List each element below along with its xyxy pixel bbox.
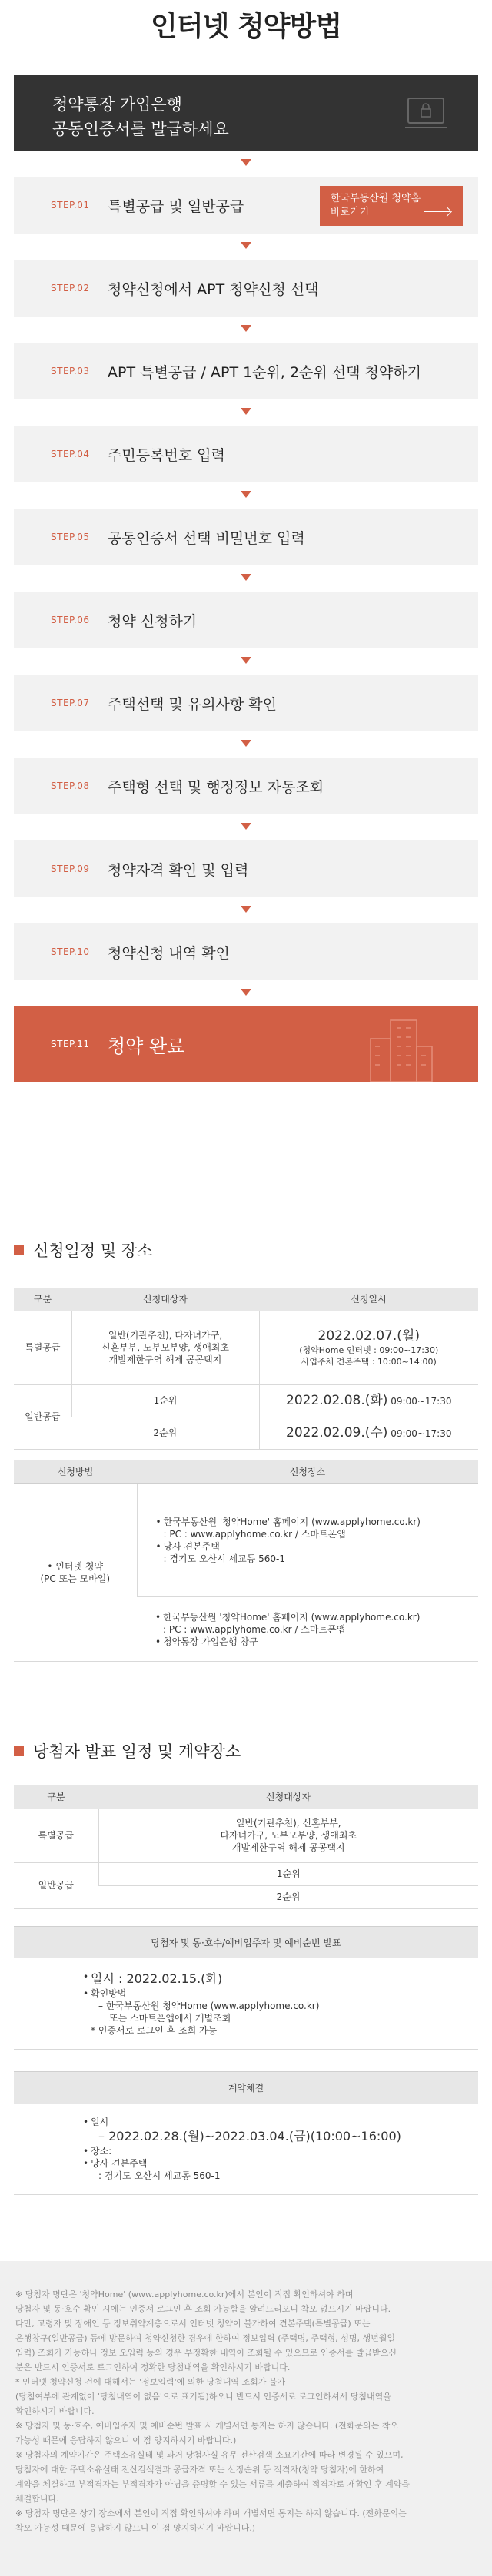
step-number: STEP.09 — [51, 864, 90, 874]
target-line: 다자녀가구, 노부모부양, 생애최초 — [220, 1830, 357, 1841]
place-item: • 한국부동산원 '청약Home' 홈페이지 (www.applyhome.co.kr) : PC : www.applyhome.co.kr / 스마트폰앱 — [156, 1516, 479, 1540]
note-line: 착오 가능성 때문에 응답하지 않으니 이 점 양지하시기 바랍니다.) — [15, 2523, 256, 2533]
announcement-table — [14, 1785, 478, 1909]
step-2 — [14, 260, 478, 317]
square-bullet-icon — [14, 1746, 24, 1756]
link-button-line-2: 바로가기 — [331, 207, 370, 218]
target-line: 신혼부부, 노부모부양, 생애최초 — [101, 1342, 229, 1353]
down-arrow-icon — [14, 980, 478, 1006]
note-line: ※ 당첨자 명단은 상기 장소에서 본인이 직접 확인하셔야 하며 개별서면 통지는 하지 않습니다. (전화문의는 — [15, 2508, 407, 2518]
note-line: 당첨자 및 동·호수 확인 시에는 인증서 로그인 후 조회 가능함을 알려드리오니 착오 없으시기 바랍니다. — [15, 2304, 391, 2314]
step-number: STEP.10 — [51, 947, 90, 957]
step-text: 청약자격 확인 및 입력 — [108, 861, 249, 879]
step-number: STEP.06 — [51, 615, 90, 625]
place-cell — [137, 1484, 478, 1597]
section-heading — [14, 1739, 478, 1762]
page-title: 인터넷 청약방법 — [151, 11, 341, 42]
table-row — [14, 1809, 478, 1862]
block-heading: 당첨자 및 동·호수/예비입주자 및 예비순번 발표 — [14, 1926, 478, 1958]
row-label: 일반공급 — [14, 1384, 71, 1449]
step-number: STEP.07 — [51, 698, 90, 708]
table-header: 신청일시 — [259, 1288, 478, 1311]
step-11 — [14, 1006, 478, 1082]
down-arrow-icon — [14, 648, 478, 675]
down-arrow-icon — [14, 317, 478, 343]
time-value: 사업주체 견본주택 : 10:00~14:00) — [301, 1357, 437, 1367]
table-row — [14, 1484, 478, 1597]
place-item: • 한국부동산원 '청약Home' 홈페이지 (www.applyhome.co.kr) : PC : www.applyhome.co.kr / 스마트폰앱 — [155, 1611, 478, 1636]
row-label: 일반공급 — [14, 1862, 98, 1908]
schedule-section — [14, 1238, 478, 1662]
time-value: 09:00~17:30 — [391, 1396, 452, 1407]
step-text: 청약 완료 — [108, 1035, 185, 1057]
step-7 — [14, 675, 478, 731]
rank-cell: 1순위 — [71, 1384, 259, 1417]
time-value: (청약Home 인터넷 : 09:00~17:30) — [299, 1345, 439, 1355]
step-text: 청약 신청하기 — [108, 612, 198, 630]
method-label: • 인터넷 청약 — [47, 1560, 104, 1572]
down-arrow-icon — [14, 814, 478, 840]
step-text: 주택선택 및 유의사항 확인 — [108, 695, 278, 713]
announce-note: * 인증서로 로그인 후 조회 가능 — [91, 2024, 218, 2036]
note-line: ※ 당첨자의 계약기간은 주택소유실태 및 과거 당첨사실 유무 전산검색 소요기간에 따라 변경될 수 있으며, — [15, 2450, 404, 2460]
row-label: 특별공급 — [14, 1809, 98, 1862]
note-line: 체결합니다. — [15, 2494, 59, 2504]
notes-box — [0, 2261, 492, 2576]
note-line: 계약을 체결하고 부적격자는 부적격자가 아님을 증명할 수 있는 서류를 제출하여 적격자로 재확인 후 계약을 — [15, 2479, 410, 2489]
contract-place-label: • 장소: — [83, 2145, 478, 2157]
table-row — [14, 1417, 478, 1449]
link-button-line-1: 한국부동산원 청약홈 — [331, 193, 421, 204]
note-line: 분은 반드시 인증서로 로그인하여 정확한 당첨내역을 확인하시기 바랍니다. — [15, 2362, 291, 2372]
target-line: 개발제한구역 해제 공공택지 — [231, 1842, 345, 1853]
section-heading — [14, 1238, 478, 1261]
date-value: 2022.02.07.(월) — [317, 1328, 420, 1344]
hero-banner — [14, 75, 478, 151]
date-value: 2022.02.09.(수) — [286, 1425, 388, 1441]
announce-block — [14, 1926, 478, 2050]
place-cell — [137, 1597, 478, 1662]
step-number: STEP.11 — [51, 1039, 90, 1049]
block-body — [14, 1958, 478, 2050]
target-line: 일반(기관추천), 다자녀가구, — [108, 1330, 223, 1341]
block-body — [14, 2104, 478, 2195]
note-line: 가능성 때문에 응답하지 않으니 이 점 양지하시기 바랍니다.) — [15, 2435, 237, 2445]
announce-method-line: – 한국부동산원 청약Home (www.applyhome.co.kr) — [98, 2000, 320, 2011]
step-10 — [14, 923, 478, 980]
section-title: 신청일정 및 장소 — [33, 1242, 153, 1260]
table-header: 신청대상자 — [98, 1785, 478, 1809]
place-item: • 당사 견본주택 : 경기도 오산시 세교동 560-1 — [156, 1540, 479, 1565]
announce-method: • 확인방법 — [83, 1988, 478, 2000]
contract-block — [14, 2071, 478, 2195]
special-targets — [98, 1809, 478, 1862]
block-heading: 계약체결 — [14, 2071, 478, 2104]
note-line: * 인터넷 청약신청 건에 대해서는 '정보입력'에 의한 당첨내역 조회가 불가 — [15, 2377, 286, 2387]
step-6 — [14, 592, 478, 648]
step-number: STEP.03 — [51, 366, 90, 376]
special-targets — [71, 1311, 259, 1384]
contract-date-label: • 일시 — [83, 2116, 478, 2128]
step-number: STEP.01 — [51, 200, 90, 211]
step-text: APT 특별공급 / APT 1순위, 2순위 선택 청약하기 — [108, 363, 421, 381]
note-line: 다만, 고령자 및 장애인 등 정보취약계층으로서 인터넷 청약이 불가하여 견본주택(특별공급) 또는 — [15, 2319, 371, 2329]
target-line: 일반(기관추천), 신혼부부, — [235, 1818, 341, 1828]
step-4 — [14, 426, 478, 482]
down-arrow-icon — [14, 234, 478, 260]
table-header: 신청방법 — [14, 1460, 137, 1484]
step-text: 공동인증서 선택 비밀번호 입력 — [108, 529, 305, 547]
step-number: STEP.02 — [51, 283, 90, 293]
down-arrow-icon — [14, 731, 478, 758]
hero-line-1: 청약통장 가입은행 — [52, 95, 182, 114]
building-icon — [364, 1016, 435, 1082]
down-arrow-icon — [14, 482, 478, 509]
rank-cell: 2순위 — [71, 1417, 259, 1449]
place-item: • 청약통장 가입은행 창구 — [155, 1636, 478, 1648]
datetime-cell — [259, 1384, 478, 1417]
method-table — [14, 1460, 478, 1663]
hero-line-2: 공동인증서를 발급하세요 — [52, 120, 229, 138]
note-line: ※ 당첨자 및 동·호수, 예비입주자 및 예비순번 발표 시 개별서면 통지는 하지 않습니다. (전화문의는 착오 — [15, 2421, 398, 2431]
step-flow — [14, 75, 478, 1082]
step-text: 특별공급 및 일반공급 — [108, 197, 244, 215]
down-arrow-icon — [14, 565, 478, 592]
special-datetime — [259, 1311, 478, 1384]
announcement-section — [14, 1739, 478, 2195]
row-label: 특별공급 — [14, 1311, 71, 1384]
step-1 — [14, 177, 478, 234]
datetime-cell — [259, 1417, 478, 1449]
note-line: 확인하시기 바랍니다. — [15, 2406, 95, 2416]
target-line: 개발제한구역 해제 공공택지 — [108, 1354, 222, 1365]
applyhome-link-button[interactable] — [320, 186, 463, 226]
down-arrow-icon — [14, 151, 478, 177]
note-line: 입력) 조회가 가능하나 정보 오입력 등의 경우 부정확한 내역이 조회될 수 있으므로 인증서를 발급받으신 — [15, 2348, 397, 2358]
method-sub: (PC 또는 모바일) — [40, 1573, 111, 1584]
contract-date: – 2022.02.28.(월)~2022.03.04.(금)(10:00~16:00) — [98, 2128, 401, 2143]
step-text: 청약신청 내역 확인 — [108, 944, 230, 962]
step-number: STEP.04 — [51, 449, 90, 459]
table-row — [14, 1311, 478, 1384]
step-text: 청약신청에서 APT 청약신청 선택 — [108, 280, 319, 298]
table-header: 구분 — [14, 1288, 71, 1311]
note-line: (당첨여부에 관계없이 '당첨내역이 없음'으로 표기됨)하오니 반드시 인증서로 로그인하셔서 당첨내역을 — [15, 2392, 391, 2402]
time-value: 09:00~17:30 — [391, 1428, 452, 1439]
square-bullet-icon — [14, 1245, 24, 1255]
table-row — [14, 1384, 478, 1417]
down-arrow-icon — [14, 399, 478, 426]
arrow-right-icon — [424, 211, 450, 212]
step-text: 주민등록번호 입력 — [108, 446, 225, 464]
note-line: 당첨자에 대한 주택소유실태 전산검색결과 공급자격 또는 선정순위 등 적격자(청약 당첨자)에 한하여 — [15, 2465, 384, 2475]
contract-place: • 당사 견본주택 — [83, 2157, 478, 2170]
step-9 — [14, 840, 478, 897]
step-5 — [14, 509, 478, 565]
rank-cell: 2순위 — [98, 1885, 478, 1908]
note-line: ※ 당첨자 명단은 '청약Home' (www.applyhome.co.kr)에서 본인이 직접 확인하셔야 하며 — [15, 2289, 354, 2299]
laptop-lock-icon — [404, 94, 447, 134]
note-line: 은행창구(일반공급) 등에 방문하여 청약신청한 경우에 한하여 정보입력 (주택명, 주택형, 성명, 생년월일 — [15, 2333, 395, 2343]
method-cell — [14, 1484, 137, 1662]
down-arrow-icon — [14, 897, 478, 923]
announce-date: • 일시 : 2022.02.15.(화) — [83, 1971, 478, 1988]
step-text: 주택형 선택 및 행정정보 자동조회 — [108, 778, 324, 796]
step-number: STEP.05 — [51, 532, 90, 542]
rank-cell: 1순위 — [98, 1862, 478, 1885]
table-header: 구분 — [14, 1785, 98, 1809]
table-header: 신청장소 — [137, 1460, 478, 1484]
table-header: 신청대상자 — [71, 1288, 259, 1311]
section-title: 당첨자 발표 일정 및 계약장소 — [33, 1742, 241, 1761]
schedule-table — [14, 1288, 478, 1450]
step-8 — [14, 758, 478, 814]
contract-place-address: : 경기도 오산시 세교동 560-1 — [98, 2170, 221, 2181]
step-3 — [14, 343, 478, 399]
announce-method-line: 또는 스마트폰앱에서 개별조회 — [109, 2012, 231, 2024]
step-number: STEP.08 — [51, 781, 90, 791]
table-row — [14, 1862, 478, 1885]
date-value: 2022.02.08.(화) — [286, 1393, 388, 1408]
